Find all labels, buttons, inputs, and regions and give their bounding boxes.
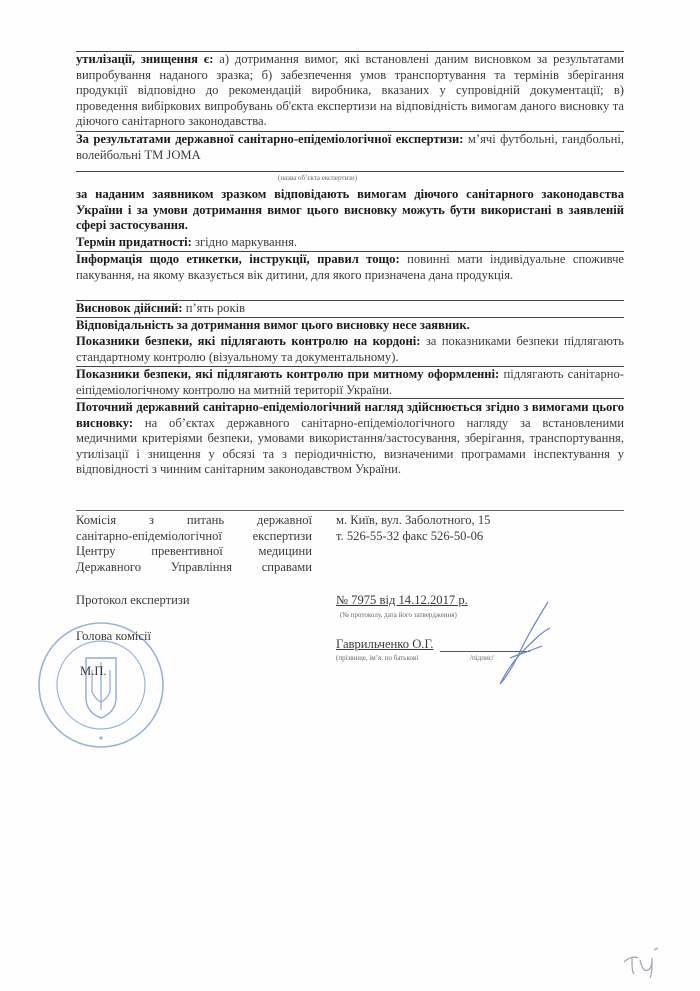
responsibility-section [76,318,624,334]
customs-control-heading: Показники безпеки, які підлягають контролю при митному оформленні: [76,367,500,381]
protocol-label: Протокол експертизи [76,593,190,607]
validity-text: п’ять років [182,301,246,315]
head-name: Гаврильченко О.Г. [336,637,434,651]
divider [76,510,624,511]
seal-label: М.П. [80,664,107,678]
disposal-heading: утилізації, знищення є: [76,52,214,66]
border-control-heading: Показники безпеки, які підлягають контролю на кордоні: [76,334,421,348]
address: м. Київ, вул. Заболотного, 15 [336,513,491,527]
conformity-section [76,187,624,234]
divider [76,398,624,399]
commission-contacts [336,513,490,544]
results-heading: За результатами державної санітарно-епідеміологічної експертизи: [76,132,464,146]
object-caption: (назва об’єкта експертизи) [278,174,358,182]
results-section [76,132,624,163]
commission-name [76,513,312,575]
label-info-section [76,252,624,283]
shelf-life-heading: Термін придатності: [76,235,192,249]
label-info-heading: Інформація щодо етикетки, інструкції, правил тощо: [76,252,400,266]
border-control-section [76,334,624,365]
label-info-text: повинні мати індивідуальне споживче пакування, на якому вказується вік дитини, для якого призначена дана продукція. [76,252,624,282]
signature-caption: /підпис/ [470,654,494,662]
responsibility-text: Відповідальність за дотримання вимог цього висновку несе заявник. [76,318,470,332]
conformity-text: за наданим заявником зразком відповідають вимогам діючого санітарного законодавства України і за умови дотримання вимог цього висновку можуть бути використані в заявленій сфері застосування. [76,187,624,233]
phones: т. 526-55-32 факс 526-50-06 [336,528,484,543]
handwritten-initials [618,940,678,980]
divider [76,171,624,172]
results-text: м’ячі футбольні, гандбольні, волейбольні ТМ JOMA [76,132,624,162]
disposal-text: а) дотримання вимог, які встановлені даним висновком за результатами випробування наданого зразка; б) забезпечення умов транспортування та термінів зберігання продукції відповідно до рекомендацій виробника, вказаних у супровідній документації; в) проведення вибіркових випробувань об'єкта експертизи на відповідність вимогам даного висновку та діючого санітарного законодавства. [76,52,625,129]
validity-heading: Висновок дійсний: [76,301,183,315]
supervision-text: на об’єктах державного санітарно-епідеміологічного нагляду за встановленими медичними критеріями безпеки, умовами використання/застосування, зберігання, транспортування, утилізації і знищення у обсязі та з періодичністю, визначеними програмами інспектування у відповідності з чинним санітарним законодавством України. [76,415,624,477]
commission-line: Державного Управління справами [76,559,312,574]
head-name-caption: (прізвище, ім’я, по батькові [336,654,419,662]
shelf-life-section [76,235,624,251]
protocol-number: № 7975 від 14.12.2017 р. [336,593,468,607]
customs-control-section [76,367,624,398]
head-label: Голова комісії [76,629,151,643]
supervision-section [76,400,624,478]
supervision-heading: Поточний державний санітарно-епідеміологічний нагляд здійснюється згідно з вимогами цього висновку: [76,400,624,430]
shelf-life-text: згідно маркування. [191,235,298,249]
protocol-caption: (№ протоколу, дата його затвердження) [340,611,457,619]
validity-section [76,301,624,317]
customs-control-text: підлягають санітарно-еіпідеміологічному контролю на митній території України. [76,367,624,397]
border-control-text: за показниками безпеки підлягають стандартному контролю (візуальному та документальному). [76,334,624,364]
commission-line: Комісія з питань державної [76,513,312,527]
signature [490,598,560,688]
commission-line: санітарно-епідеміологічної експертизи [76,528,312,543]
commission-line: Центру превентивної медицини [76,544,312,559]
disposal-section [76,52,624,130]
